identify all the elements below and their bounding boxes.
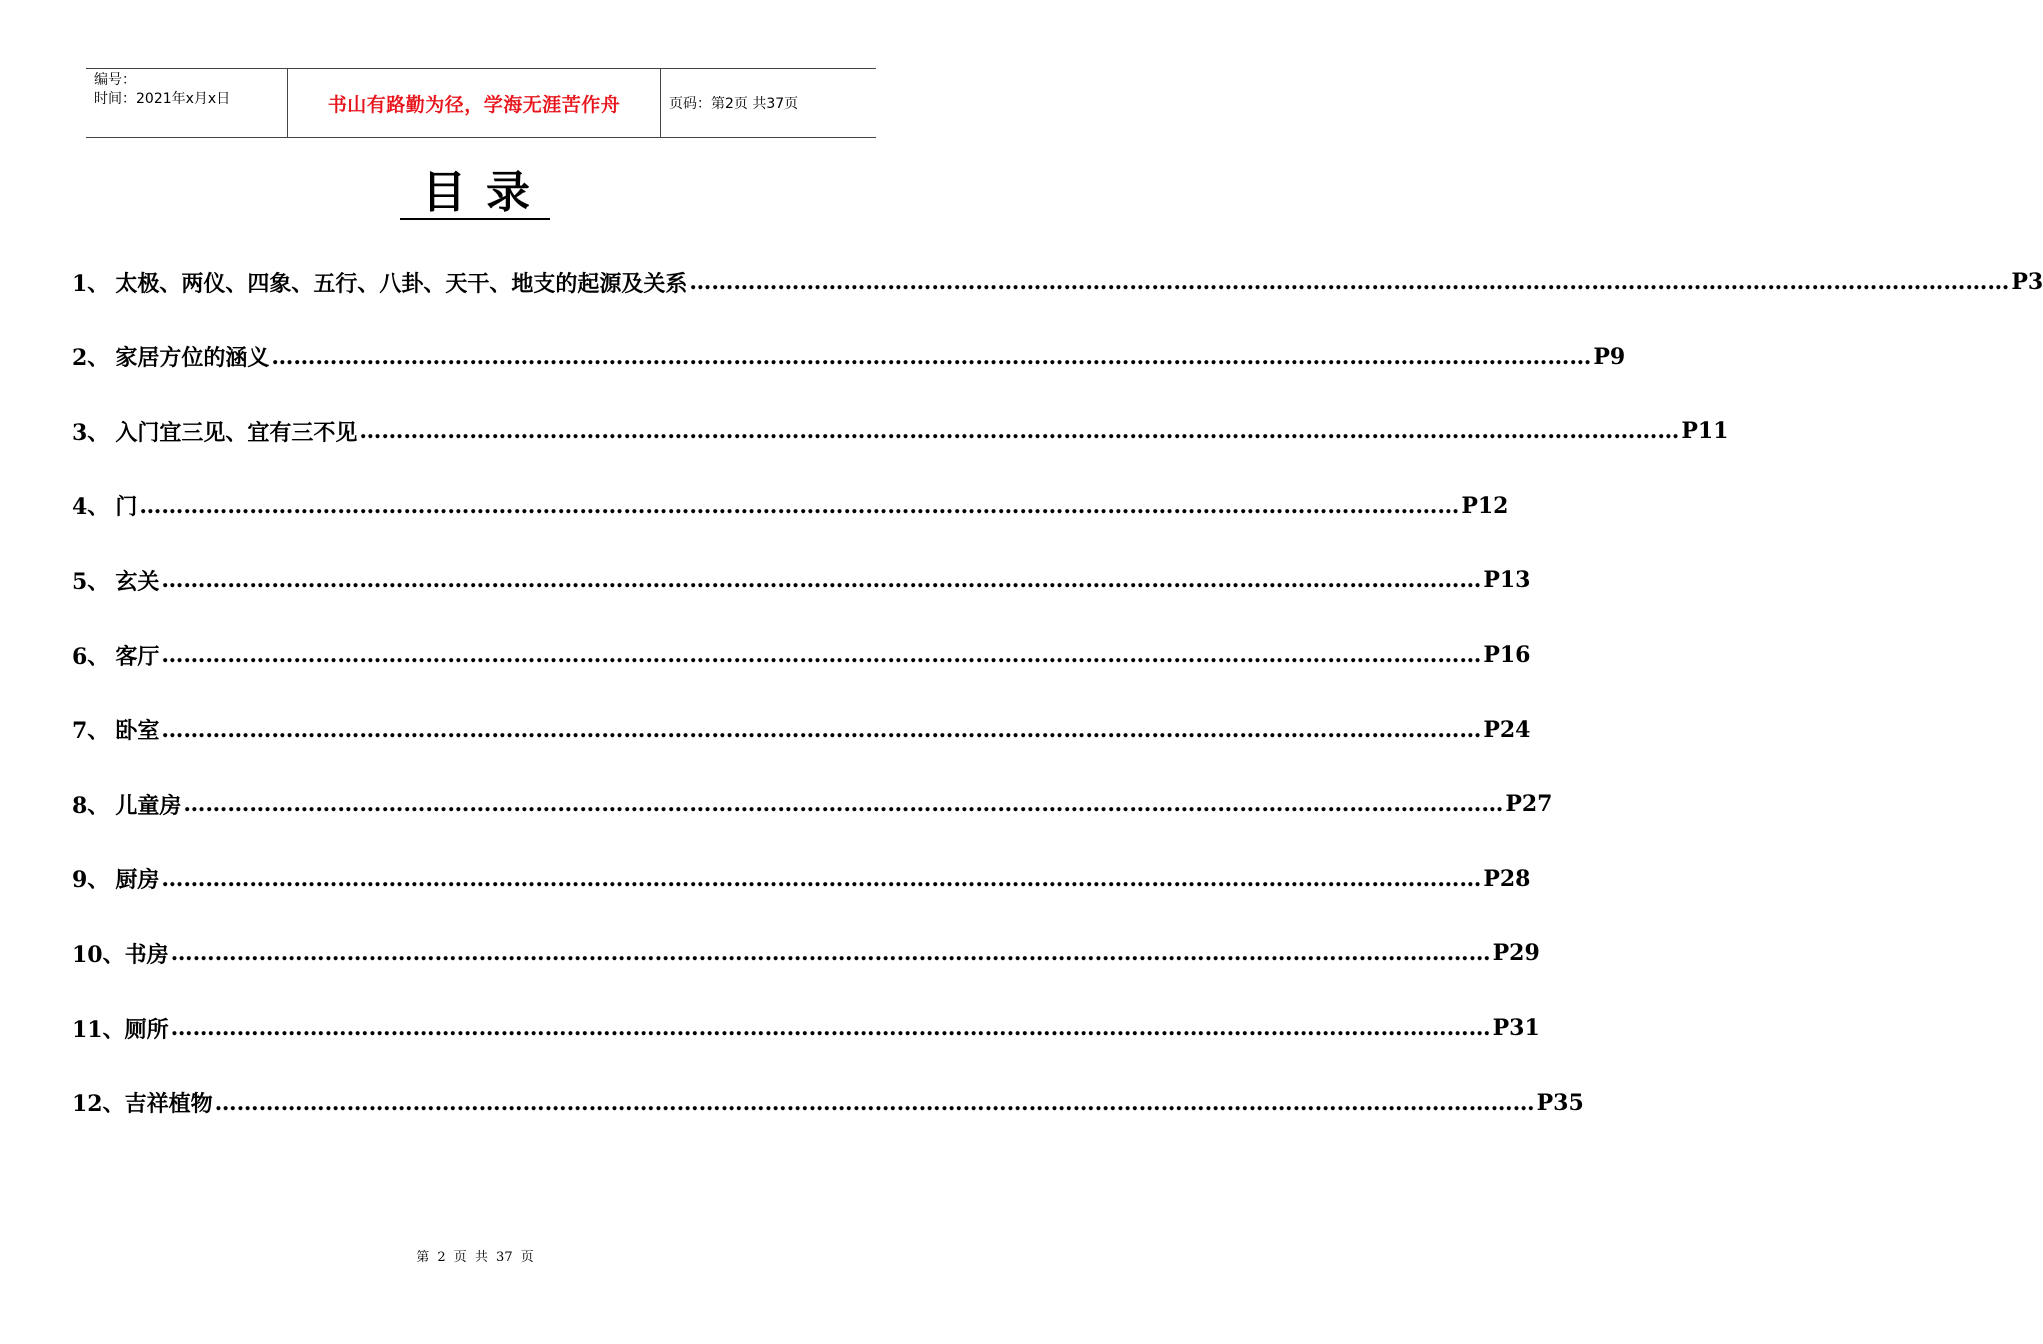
toc-entry-page: P29: [1492, 940, 1540, 967]
toc-entry-title: 门: [115, 494, 138, 521]
toc-entry-number: 5、: [72, 568, 110, 595]
toc-entry[interactable]: [72, 933, 1540, 973]
toc-entry-number: 2、: [72, 345, 110, 372]
toc-leader-dots: ………………………………………………………………………………………………………………………………………………………………: [170, 940, 1491, 967]
toc-leader-dots: ………………………………………………………………………………………………………………………………………………………………: [214, 1089, 1535, 1116]
toc-entry-number: 3、: [72, 419, 110, 446]
toc-entry[interactable]: [72, 635, 1531, 675]
toc-leader-dots: ………………………………………………………………………………………………………………………………………………………………: [183, 791, 1504, 818]
toc-leader-dots: ………………………………………………………………………………………………………………………………………………………………: [161, 642, 1482, 668]
toc-entry-page: P31: [1492, 1015, 1540, 1041]
header-meta: [86, 69, 288, 137]
toc-entry-page: P27: [1505, 791, 1553, 818]
toc-entry-page: P3: [2011, 269, 2043, 295]
toc-entry-title: 玄关: [115, 568, 160, 595]
motto-text: 书山有路勤为径，学海无涯苦作舟: [327, 93, 621, 116]
toc-leader-dots: ………………………………………………………………………………………………………………………………………………………………: [139, 492, 1460, 519]
toc-entry-number: 9、: [72, 867, 110, 894]
toc-entry[interactable]: [72, 859, 1531, 899]
toc-leader-dots: ………………………………………………………………………………………………………………………………………………………………: [271, 343, 1592, 370]
page-title: 目录: [400, 168, 550, 220]
toc-entry-title: 客厅: [115, 643, 160, 670]
toc-entry-title: 儿童房: [115, 792, 182, 819]
toc-entry[interactable]: [72, 784, 1553, 824]
toc-entry-number: 6、: [72, 643, 110, 670]
toc-entry[interactable]: [72, 411, 1729, 451]
page-footer: [0, 1246, 950, 1265]
toc-leader-dots: ………………………………………………………………………………………………………………………………………………………………: [161, 865, 1482, 892]
title-wrap: [0, 168, 950, 220]
toc-entry[interactable]: [72, 710, 1531, 750]
toc-entry[interactable]: [72, 262, 2043, 302]
number-label: 编号：: [94, 72, 136, 88]
toc-leader-dots: ………………………………………………………………………………………………………………………………………………………………: [170, 1015, 1491, 1041]
toc-entry-number: 7、: [72, 718, 110, 745]
toc-entry-page: P11: [1681, 418, 1729, 445]
toc-entry-page: P9: [1593, 343, 1626, 370]
toc-entry-page: P24: [1483, 716, 1531, 743]
toc-entry-page: P28: [1483, 865, 1531, 892]
toc-entry-page: P13: [1483, 567, 1531, 594]
toc-entry-number: 1、: [72, 270, 110, 297]
toc-entry-title: 家居方位的涵义: [115, 345, 270, 372]
toc-entry-title: 厕所: [124, 1016, 169, 1043]
time-label: 时间：2021年x月x日: [94, 91, 231, 107]
toc-leader-dots: ………………………………………………………………………………………………………………………………………………………………: [689, 269, 2010, 295]
toc-entry[interactable]: [72, 1008, 1540, 1048]
toc-entry-title: 太极、两仪、四象、五行、八卦、天干、地支的起源及关系: [115, 270, 688, 297]
toc-entry-title: 入门宜三见、宜有三不见: [115, 419, 358, 446]
toc-entry-title: 厨房: [115, 867, 160, 894]
toc-entry-title: 吉祥植物: [124, 1091, 213, 1118]
toc-leader-dots: ………………………………………………………………………………………………………………………………………………………………: [359, 418, 1680, 445]
toc-entry-number: 8、: [72, 792, 110, 819]
toc-entry-number: 11、: [72, 1016, 125, 1043]
page-info: 页码：第2页 共37页: [669, 96, 799, 112]
toc-entry[interactable]: [72, 1083, 1584, 1123]
toc-entry-page: P12: [1461, 492, 1509, 519]
toc-entry-number: 12、: [72, 1091, 125, 1118]
toc-leader-dots: ………………………………………………………………………………………………………………………………………………………………: [161, 567, 1482, 594]
toc-entry[interactable]: [72, 560, 1531, 600]
toc-entry-number: 4、: [72, 494, 110, 521]
toc-leader-dots: ………………………………………………………………………………………………………………………………………………………………: [161, 716, 1482, 743]
header-motto-cell: [288, 69, 661, 137]
toc-entry-title: 卧室: [115, 718, 160, 745]
toc-entry[interactable]: [72, 486, 1509, 526]
toc-entry-page: P35: [1536, 1089, 1584, 1116]
toc-entry[interactable]: [72, 337, 1626, 377]
toc-entry-number: 10、: [72, 941, 125, 968]
toc-entry-title: 书房: [124, 941, 169, 968]
page-header: [86, 68, 876, 138]
toc-entry-page: P16: [1483, 642, 1531, 668]
footer-page-text: 第 2 页 共 37 页: [416, 1250, 534, 1265]
header-page-cell: [661, 69, 876, 137]
